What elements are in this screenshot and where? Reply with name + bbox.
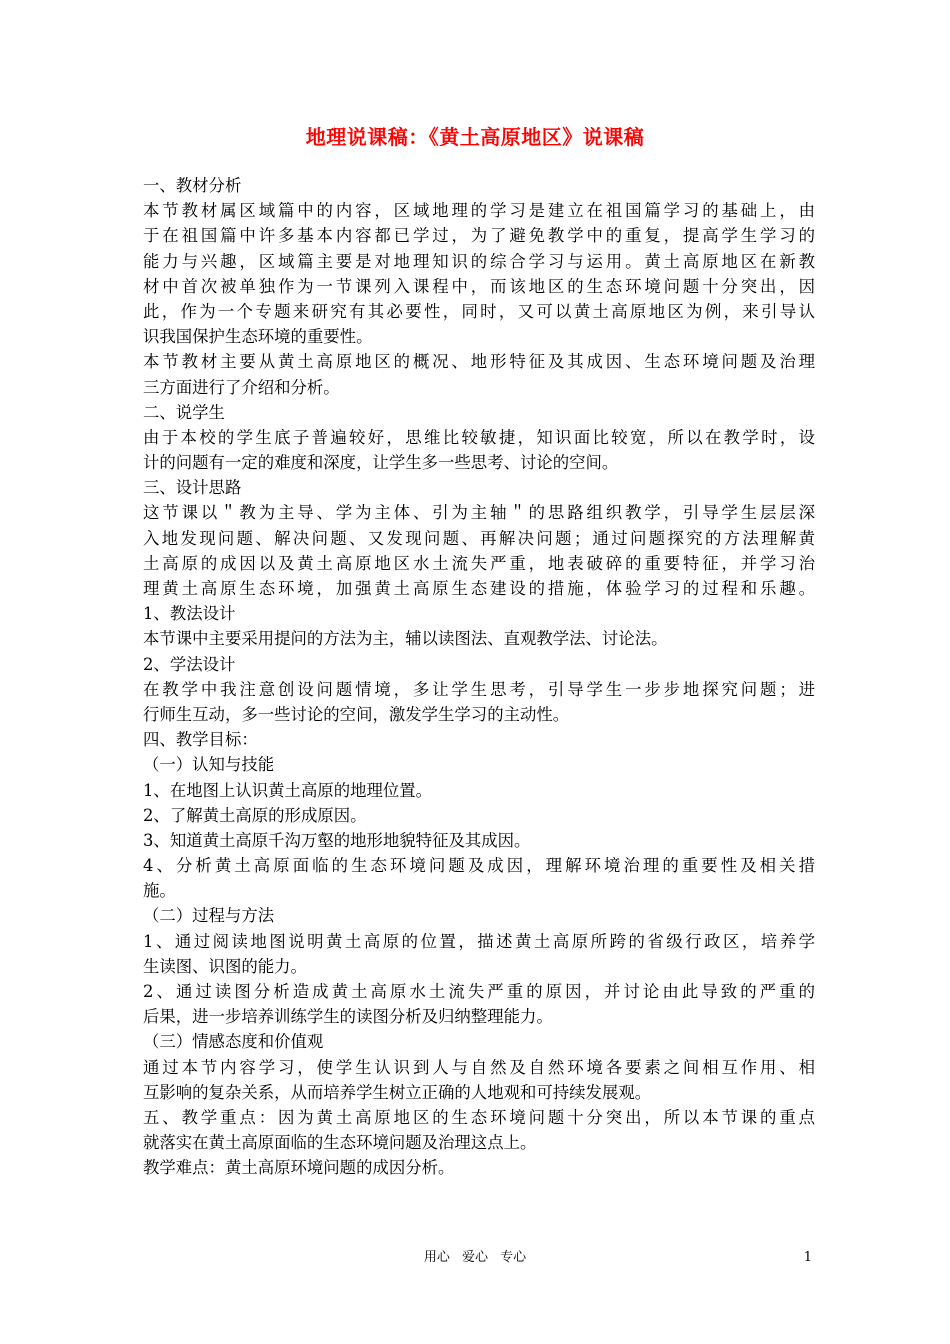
text-line: 后果，进一步培养训练学生的读图分析及归纳整理能力。 [143, 1007, 553, 1027]
text-line: 二、说学生 [143, 402, 225, 422]
text-line: 三、设计思路 [143, 478, 242, 498]
text-line: 此，作为一个专题来研究有其必要性，同时，又可以黄土高原地区为例，来引导认 [143, 301, 815, 321]
text-line: 理黄土高原生态环境，加强黄土高原生态建设的措施，体验学习的过程和乐趣。 [143, 579, 815, 598]
text-line: 本节课中主要采用提问的方法为主，辅以读图法、直观教学法、讨论法。 [143, 629, 668, 649]
text-line: 生读图、识图的能力。 [143, 956, 307, 976]
page-number: 1 [803, 1250, 812, 1265]
text-line: 施。 [143, 881, 176, 901]
text-line: 材中首次被单独作为一节课列入课程中，而该地区的生态环境问题十分突出，因 [143, 276, 815, 296]
text-line: 3、知道黄土高原千沟万壑的地形地貌特征及其成因。 [143, 830, 531, 850]
text-line: 识我国保护生态环境的重要性。 [143, 327, 373, 347]
text-line: 本节教材属区域篇中的内容，区域地理的学习是建立在祖国篇学习的基础上，由 [143, 201, 815, 221]
text-line: 2、通过读图分析造成黄土高原水土流失严重的原因，并讨论由此导致的严重的 [143, 982, 815, 1001]
text-line: 1、教法设计 [143, 604, 236, 624]
text-line: 行师生互动，多一些讨论的空间，激发学生学习的主动性。 [143, 704, 570, 724]
text-line: 由于本校的学生底子普遍较好，思维比较敏捷，知识面比较宽，所以在教学时，设 [143, 427, 815, 447]
text-line: 能力与兴趣，区域篇主要是对地理知识的综合学习与运用。黄土高原地区在新教 [143, 251, 815, 271]
text-line: 入地发现问题、解决问题、又发现问题、再解决问题；通过问题探究的方法理解黄 [143, 528, 815, 548]
document-body [143, 173, 815, 1181]
text-line: 就落实在黄土高原面临的生态环境问题及治理这点上。 [143, 1133, 537, 1153]
text-line: （二）过程与方法 [143, 906, 275, 926]
text-line: 三方面进行了介绍和分析。 [143, 377, 340, 397]
text-line: （三）情感态度和价值观 [143, 1032, 324, 1052]
text-line: 教学难点：黄土高原环境问题的成因分析。 [143, 1158, 455, 1178]
text-line: 于在祖国篇中许多基本内容都已学过，为了避免教学中的重复，提高学生学习的 [143, 226, 815, 246]
text-line: 2、了解黄土高原的形成原因。 [143, 805, 367, 825]
text-line: 1、通过阅读地图说明黄土高原的位置，描述黄土高原所跨的省级行政区，培养学 [143, 931, 815, 951]
text-line: 2、学法设计 [143, 654, 236, 674]
text-line: 通过本节内容学习，使学生认识到人与自然及自然环境各要素之间相互作用、相 [143, 1057, 815, 1077]
document-title: 地理说课稿：《黄土高原地区》说课稿 [305, 125, 645, 149]
text-line: 这节课以＂教为主导、学为主体、引为主轴＂的思路组织教学，引导学生层层深 [143, 503, 815, 523]
text-line: 1、在地图上认识黄土高原的地理位置。 [143, 780, 433, 800]
text-line: 本节教材主要从黄土高原地区的概况、地形特征及其成因、生态环境问题及治理 [143, 352, 815, 372]
footer-slogan: 用心 爱心 专心 [423, 1250, 527, 1265]
text-line: 计的问题有一定的难度和深度，让学生多一些思考、讨论的空间。 [143, 453, 619, 473]
text-line: 一、教材分析 [143, 176, 242, 195]
text-line: 4、分析黄土高原面临的生态环境问题及成因，理解环境治理的重要性及相关措 [143, 856, 815, 876]
text-line: （一）认知与技能 [143, 755, 275, 775]
text-line: 四、教学目标： [143, 730, 258, 750]
text-line: 在教学中我注意创设问题情境，多让学生思考，引导学生一步步地探究问题；进 [143, 679, 815, 699]
text-line: 五、教学重点：因为黄土高原地区的生态环境问题十分突出，所以本节课的重点 [143, 1107, 815, 1127]
text-line: 土高原的成因以及黄土高原地区水土流失严重，地表破碎的重要特征，并学习治 [143, 553, 815, 573]
text-line: 互影响的复杂关系，从而培养学生树立正确的人地观和可持续发展观。 [143, 1082, 652, 1102]
